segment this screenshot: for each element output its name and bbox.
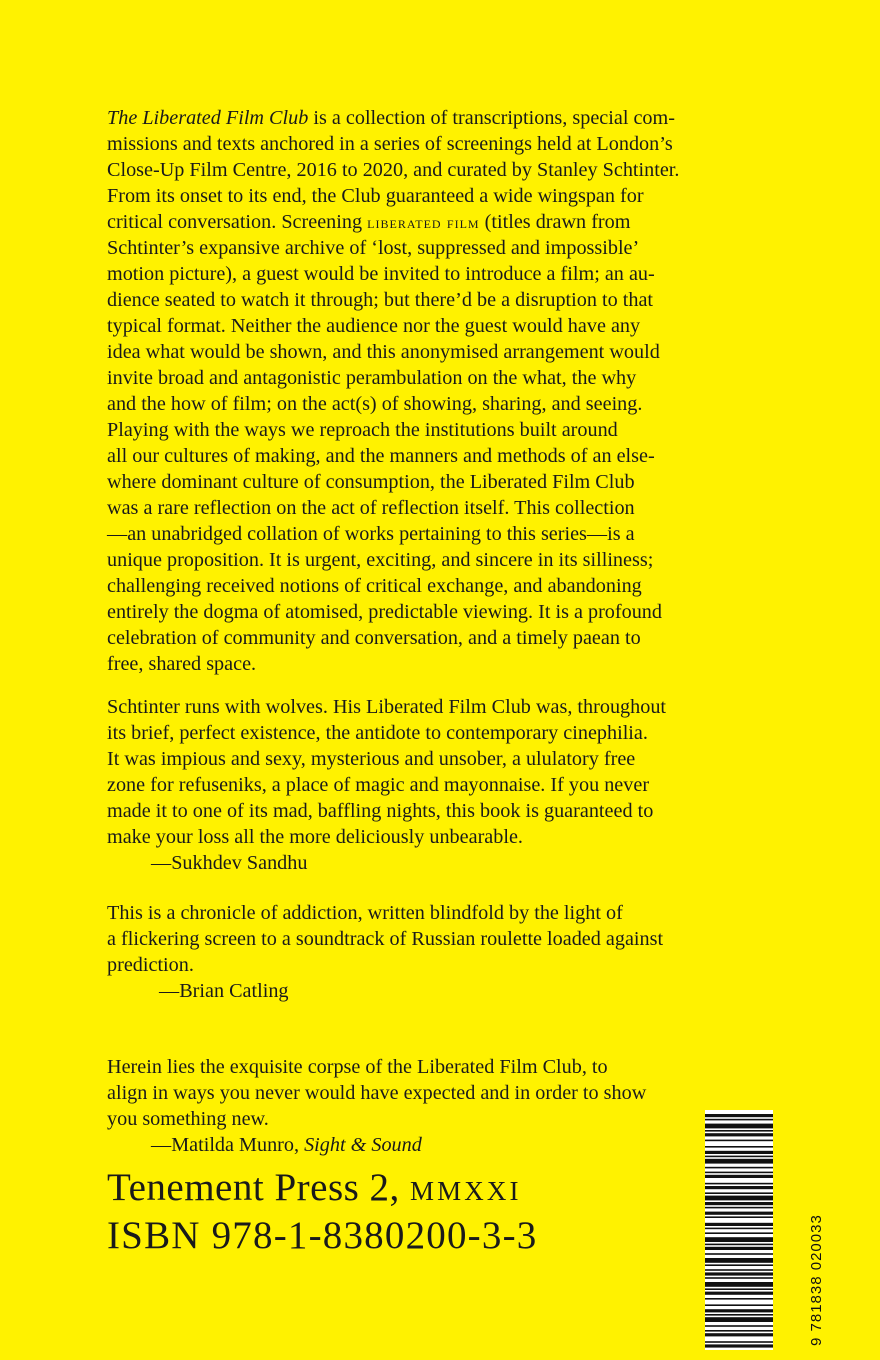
blurb-text: Close-Up Film Centre, 2016 to 2020, and curated by Stanley Schtinter. — [107, 159, 680, 181]
review-sandhu-text: zone for refuseniks, a place of magic and mayonnaise. If you never — [107, 774, 650, 796]
review-sandhu-attribution: —Sukhdev Sandhu — [151, 852, 308, 874]
review-sandhu-text — [107, 694, 767, 850]
review-sandhu-text: its brief, perfect existence, the antidote to contemporary cinephilia. — [107, 722, 648, 744]
blurb-text: free, shared space. — [107, 653, 257, 675]
blurb-line — [107, 365, 767, 391]
barcode-bar — [705, 1264, 773, 1266]
blurb-line — [107, 157, 767, 183]
barcode-bar — [705, 1232, 773, 1234]
review-munro-text — [107, 1054, 767, 1132]
blurb-text: typical format. Neither the audience nor the guest would have any — [107, 315, 641, 337]
blurb-line — [107, 209, 767, 235]
barcode-bar — [705, 1130, 773, 1132]
review-catling-text: a flickering screen to a soundtrack of Russian roulette loaded against — [107, 928, 664, 950]
blurb-text: —an unabridged collation of works pertaining to this series—is a — [107, 523, 635, 545]
blurb-text: is a collection of transcriptions, special com- — [308, 107, 675, 129]
barcode-bar — [705, 1330, 773, 1332]
blurb-line — [107, 235, 767, 261]
blurb-text: unique proposition. It is urgent, exciting, and sincere in its silliness; — [107, 549, 654, 571]
barcode-bar — [705, 1159, 773, 1164]
blurb-text: Schtinter’s expansive archive of ‘lost, suppressed and impossible’ — [107, 237, 640, 259]
barcode-bar — [705, 1212, 773, 1215]
barcode-bar — [705, 1196, 773, 1201]
blurb-text: idea what would be shown, and this anonymised arrangement would — [107, 341, 660, 363]
isbn: ISBN 978-1-8380200-3-3 — [107, 1214, 538, 1257]
blurb-text: entirely the dogma of atomised, predictable viewing. It is a profound — [107, 601, 662, 623]
barcode-bar — [705, 1277, 773, 1279]
blurb-text: (titles drawn from — [479, 211, 631, 233]
barcode-bar — [705, 1244, 773, 1246]
blurb-text: challenging received notions of critical exchange, and abandoning — [107, 575, 642, 597]
barcode-bar — [705, 1314, 773, 1316]
barcode-bar — [705, 1140, 773, 1142]
blurb-text: From its onset to its end, the Club guaranteed a wide wingspan for — [107, 185, 644, 207]
barcode-digits: 9 781838 020033 — [808, 1214, 825, 1346]
barcode-bar — [705, 1183, 773, 1185]
blurb-text: and the how of film; on the act(s) of showing, sharing, and seeing. — [107, 393, 643, 415]
barcode-bar — [705, 1292, 773, 1295]
barcode-bar — [705, 1114, 773, 1117]
blurb-line — [107, 651, 767, 677]
review-catling — [107, 900, 767, 1004]
barcode-bar — [705, 1175, 773, 1178]
blurb-line — [107, 599, 767, 625]
blurb-line — [107, 313, 767, 339]
review-munro-text: you something new. — [107, 1108, 269, 1130]
publisher-name: Tenement Press 2, — [107, 1166, 411, 1209]
review-munro-line — [107, 1106, 767, 1132]
blurb-line — [107, 495, 767, 521]
barcode-bar — [705, 1325, 773, 1327]
barcode-bar — [705, 1186, 773, 1189]
review-catling-text: prediction. — [107, 954, 194, 976]
barcode-bar — [705, 1309, 773, 1312]
barcode-bar — [705, 1317, 773, 1322]
blurb-line — [107, 391, 767, 417]
blurb-text: critical conversation. Screening — [107, 211, 368, 233]
blurb-text: where dominant culture of consumption, the Liberated Film Club — [107, 471, 635, 493]
barcode-bar — [705, 1237, 773, 1242]
review-sandhu-text: Schtinter runs with wolves. His Liberated Film Club was, throughout — [107, 696, 667, 718]
barcode-bar — [705, 1282, 773, 1287]
barcode-bar — [705, 1333, 773, 1336]
blurb-text: all our cultures of making, and the manners and methods of an else- — [107, 445, 655, 467]
blurb-line — [107, 469, 767, 495]
blurb-text: was a rare reflection on the act of reflection itself. This collection — [107, 497, 635, 519]
barcode-bar — [705, 1344, 773, 1347]
blurb-text: celebration of community and conversation, and a timely paean to — [107, 627, 641, 649]
review-sandhu-line — [107, 772, 767, 798]
review-sandhu-text: It was impious and sexy, mysterious and unsober, a ululatory free — [107, 748, 636, 770]
barcode-bar — [705, 1146, 773, 1148]
review-catling-text: This is a chronicle of addiction, written blindfold by the light of — [107, 902, 623, 924]
blurb-text: liberated film — [367, 213, 480, 232]
barcode-bar — [705, 1258, 773, 1263]
barcode — [705, 1110, 773, 1350]
blurb-line — [107, 443, 767, 469]
review-catling-line — [107, 926, 767, 952]
blurb-line — [107, 625, 767, 651]
barcode-bar — [705, 1124, 773, 1129]
review-sandhu — [107, 694, 767, 876]
barcode-bar — [705, 1119, 773, 1121]
barcode-bar — [705, 1216, 773, 1218]
review-munro-text: Herein lies the exquisite corpse of the Liberated Film Club, to — [107, 1056, 608, 1078]
review-munro-source: Sight & Sound — [304, 1134, 422, 1156]
barcode-bar — [705, 1151, 773, 1154]
review-sandhu-line — [107, 720, 767, 746]
blurb-paragraph — [107, 105, 767, 677]
barcode-bar — [705, 1253, 773, 1255]
blurb-text: motion picture), a guest would be invited to introduce a film; an au- — [107, 263, 655, 285]
review-munro-line — [107, 1054, 767, 1080]
blurb-line — [107, 573, 767, 599]
review-munro-line — [107, 1080, 767, 1106]
barcode-bar — [705, 1167, 773, 1169]
barcode-bar — [705, 1156, 773, 1158]
blurb-line — [107, 287, 767, 313]
barcode-bar — [705, 1172, 773, 1174]
barcode-bar — [705, 1269, 773, 1271]
blurb-text: The Liberated Film Club — [107, 107, 309, 129]
blurb-text: missions and texts anchored in a series of screenings held at London’s — [107, 133, 673, 155]
blurb-line — [107, 131, 767, 157]
barcode-bar — [705, 1223, 773, 1226]
review-sandhu-line — [107, 824, 767, 850]
review-sandhu-text: made it to one of its mad, baffling nights, this book is guaranteed to — [107, 800, 654, 822]
blurb-line — [107, 339, 767, 365]
barcode-bar — [705, 1288, 773, 1290]
review-sandhu-text: make your loss all the more deliciously unbearable. — [107, 826, 523, 848]
blurb-line — [107, 183, 767, 209]
blurb-text: dience seated to watch it through; but there’d be a disruption to that — [107, 289, 654, 311]
review-catling-attribution: —Brian Catling — [159, 980, 289, 1002]
review-munro-text: align in ways you never would have expected and in order to show — [107, 1082, 647, 1104]
barcode-bar — [705, 1341, 773, 1343]
barcode-bar — [705, 1228, 773, 1230]
review-munro-attribution: —Matilda Munro, Sight & Sound — [151, 1134, 422, 1156]
blurb-text: Playing with the ways we reproach the institutions built around — [107, 419, 618, 441]
barcode-bar — [705, 1192, 773, 1194]
barcode-bar — [705, 1272, 773, 1275]
barcode-bar — [705, 1207, 773, 1209]
review-catling-line — [107, 900, 767, 926]
barcode-bar — [705, 1247, 773, 1250]
review-catling-text — [107, 900, 767, 978]
barcode-bar — [705, 1304, 773, 1306]
barcode-bar — [705, 1133, 773, 1136]
publication-year: mmxxi — [410, 1166, 522, 1209]
publisher-imprint — [107, 1164, 522, 1212]
review-sandhu-line — [107, 798, 767, 824]
review-catling-line — [107, 952, 767, 978]
blurb-line — [107, 417, 767, 443]
review-munro — [107, 1054, 767, 1158]
blurb-text: invite broad and antagonistic perambulation on the what, the why — [107, 367, 637, 389]
blurb-line — [107, 105, 767, 131]
barcode-bar — [705, 1298, 773, 1300]
blurb-line — [107, 547, 767, 573]
blurb-line — [107, 521, 767, 547]
blurb-line — [107, 261, 767, 287]
barcode-bar — [705, 1202, 773, 1205]
review-sandhu-line — [107, 746, 767, 772]
review-sandhu-line — [107, 694, 767, 720]
